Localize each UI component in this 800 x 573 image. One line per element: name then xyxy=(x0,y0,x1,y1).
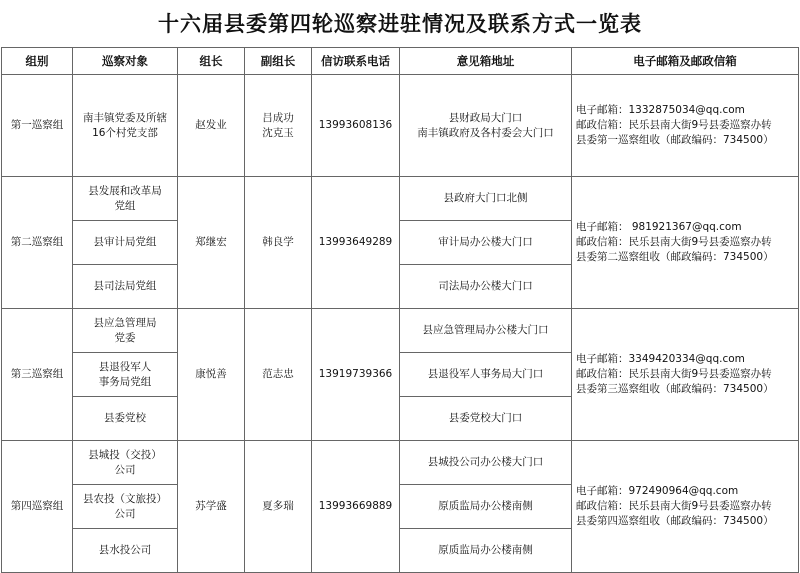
col-header-group: 组别 xyxy=(2,48,73,75)
col-header-phone: 信访联系电话 xyxy=(312,48,400,75)
target-name: 县应急管理局 党委 xyxy=(73,309,178,353)
box-location: 县财政局大门口 南丰镇政府及各村委会大门口 xyxy=(400,75,572,177)
box-location: 县退役军人事务局大门口 xyxy=(400,353,572,397)
table-row xyxy=(2,177,799,221)
email-info: 电子邮箱：1332875034@qq.com 邮政信箱：民乐县南大街9号县委巡察办转 县委第一巡察组收（邮政编码：734500） xyxy=(572,75,799,177)
deputy-name: 吕成功 沈克玉 xyxy=(245,75,312,177)
email-info: 电子邮箱： 981921367@qq.com 邮政信箱：民乐县南大街9号县委巡察办转 县委第二巡察组收（邮政编码：734500） xyxy=(572,177,799,309)
box-location: 司法局办公楼大门口 xyxy=(400,265,572,309)
leader-name: 赵发业 xyxy=(178,75,245,177)
col-header-email: 电子邮箱及邮政信箱 xyxy=(572,48,799,75)
box-location: 县委党校大门口 xyxy=(400,397,572,441)
phone-number: 13993649289 xyxy=(312,177,400,309)
target-name: 南丰镇党委及所辖 16个村党支部 xyxy=(73,75,178,177)
box-location: 县应急管理局办公楼大门口 xyxy=(400,309,572,353)
box-location: 县政府大门口北侧 xyxy=(400,177,572,221)
inspection-table xyxy=(1,47,799,573)
table-row xyxy=(2,309,799,353)
target-name: 县水投公司 xyxy=(73,529,178,573)
phone-number: 13919739366 xyxy=(312,309,400,441)
target-name: 县发展和改革局 党组 xyxy=(73,177,178,221)
phone-number: 13993669889 xyxy=(312,441,400,573)
email-info: 电子邮箱：972490964@qq.com 邮政信箱：民乐县南大街9号县委巡察办转 县委第四巡察组收（邮政编码：734500） xyxy=(572,441,799,573)
deputy-name: 夏多瑞 xyxy=(245,441,312,573)
deputy-name: 韩良学 xyxy=(245,177,312,309)
group-name: 第三巡察组 xyxy=(2,309,73,441)
group-name: 第二巡察组 xyxy=(2,177,73,309)
col-header-target: 巡察对象 xyxy=(73,48,178,75)
table-row xyxy=(2,75,799,177)
box-location: 原质监局办公楼南侧 xyxy=(400,485,572,529)
box-location: 审计局办公楼大门口 xyxy=(400,221,572,265)
leader-name: 郑继宏 xyxy=(178,177,245,309)
target-name: 县农投（文旅投） 公司 xyxy=(73,485,178,529)
col-header-box: 意见箱地址 xyxy=(400,48,572,75)
col-header-deputy: 副组长 xyxy=(245,48,312,75)
box-location: 县城投公司办公楼大门口 xyxy=(400,441,572,485)
target-name: 县城投（交投） 公司 xyxy=(73,441,178,485)
target-name: 县司法局党组 xyxy=(73,265,178,309)
col-header-leader: 组长 xyxy=(178,48,245,75)
leader-name: 苏学盛 xyxy=(178,441,245,573)
header-row xyxy=(2,48,799,75)
group-name: 第四巡察组 xyxy=(2,441,73,573)
email-info: 电子邮箱：3349420334@qq.com 邮政信箱：民乐县南大街9号县委巡察办转 县委第三巡察组收（邮政编码：734500） xyxy=(572,309,799,441)
group-name: 第一巡察组 xyxy=(2,75,73,177)
leader-name: 康悦善 xyxy=(178,309,245,441)
table-row xyxy=(2,441,799,485)
deputy-name: 范志忠 xyxy=(245,309,312,441)
target-name: 县委党校 xyxy=(73,397,178,441)
phone-number: 13993608136 xyxy=(312,75,400,177)
box-location: 原质监局办公楼南侧 xyxy=(400,529,572,573)
target-name: 县退役军人 事务局党组 xyxy=(73,353,178,397)
target-name: 县审计局党组 xyxy=(73,221,178,265)
page-title: 十六届县委第四轮巡察进驻情况及联系方式一览表 xyxy=(158,11,642,36)
